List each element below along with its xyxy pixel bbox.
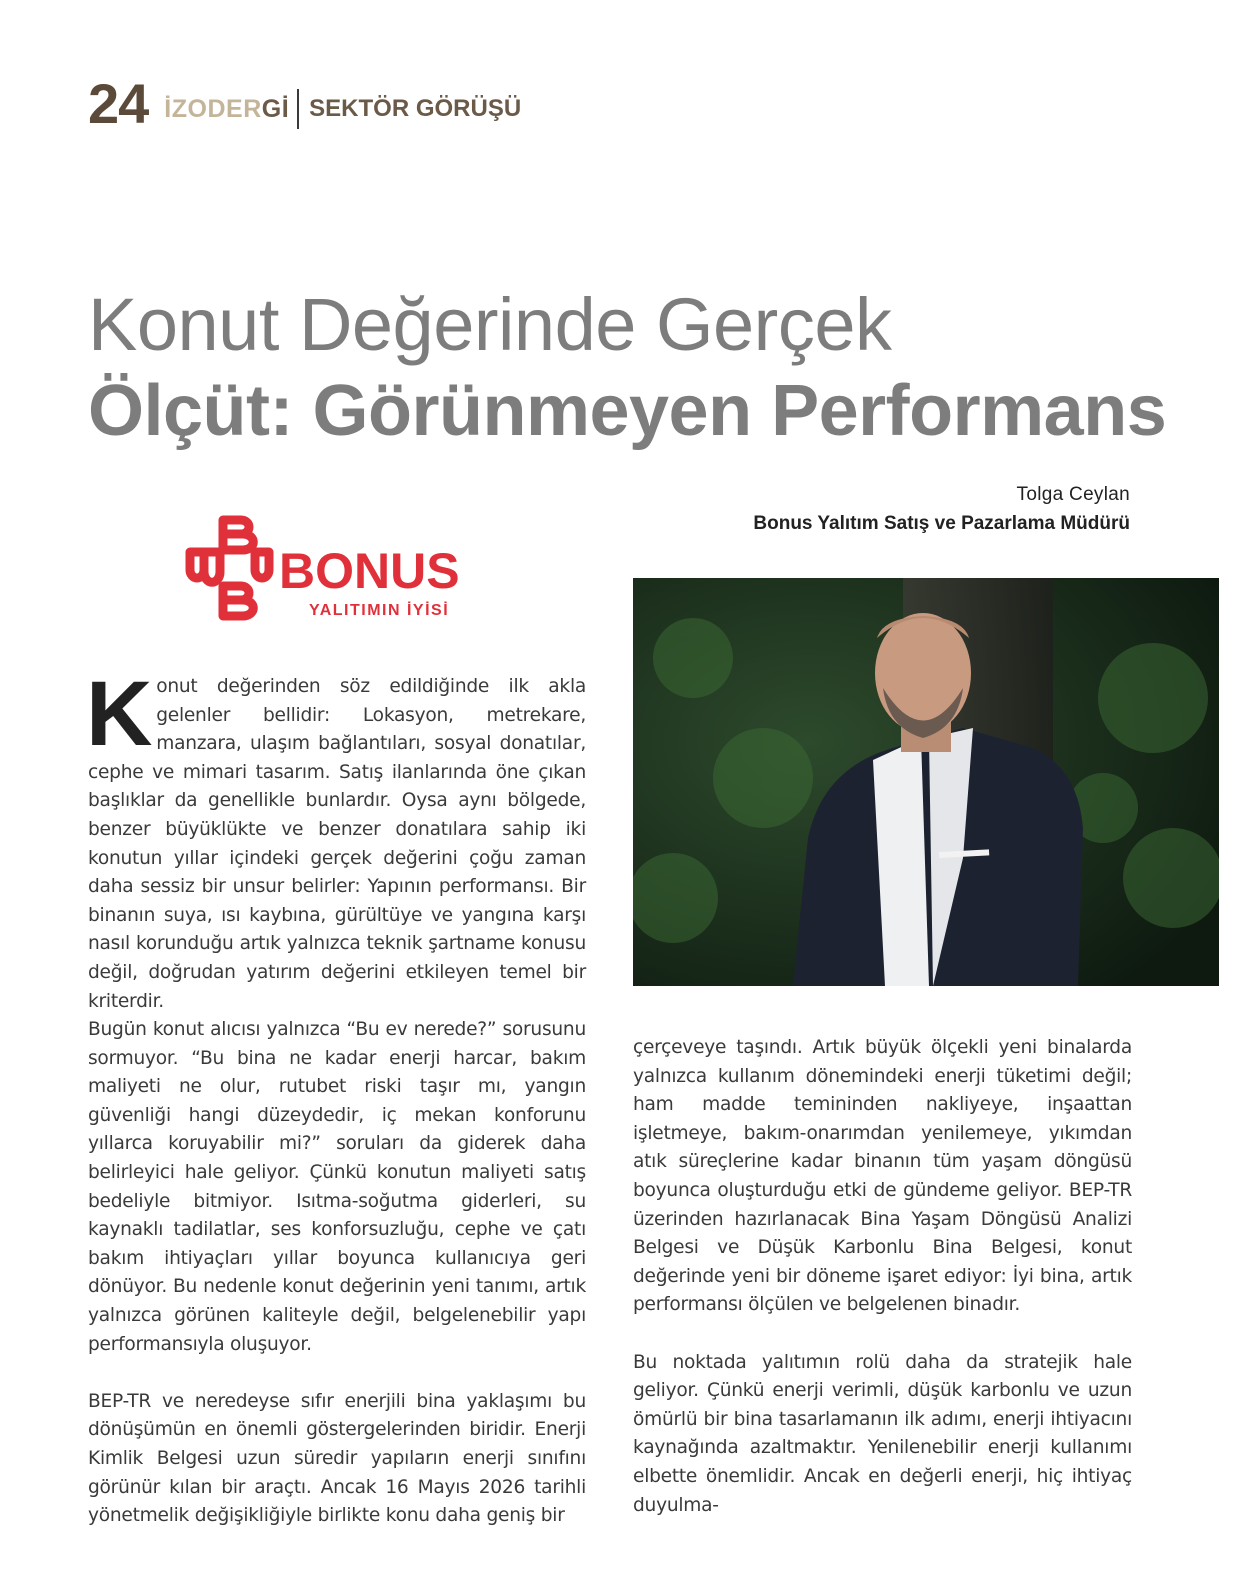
paragraph-1-text: onut değerinden söz edildiğinde ilk akla gelenler bellidir: Lokasyon, metrekare, manzara, ulaşım bağlantıları, sosyal donatılar, cephe ve mimari tasarım. Satış ilanlarında öne çıkan başlıklar da genellikle bunlardır. Oysa aynı bölgede, benzer büyüklükte ve benzer donatılara sahip iki konutun yıllar içindeki gerçek değerini çoğu zaman daha sessiz bir unsur belirler: Yapının performansı. Bir binanın suya, ısı kaybına, gürültüye ve yangına karşı nasıl korunduğu artık yalnızca teknik şartname konusu değil, doğrudan yatırım değerini etkileyen temel bir kriterdir. (88, 676, 586, 1012)
header-divider (297, 89, 299, 129)
drop-cap: K (86, 663, 153, 765)
article-paragraph-2: Bugün konut alıcısı yalnızca “Bu ev nerede?” sorusunu sormuyor. “Bu bina ne kadar enerji harcar, bakım maliyeti ne olur, rutubet riski taşır mı, yangın güvenliği hangi düzeydedir, iç mekan konforunu yıllarca koruyabilir mi?” soruları da giderek daha belirleyici hale geliyor. Çünkü konutun maliyeti satış bedeliyle bitmiyor. Isıtma-soğutma giderleri, su kaynaklı tadilatlar, ses konforsuzluğu, cephe ve çatı bakım ihtiyaçları yıllar boyunca kullanıcıya geri dönüyor. Bu nedenle konut değerinin yeni tanımı, artık yalnızca görünen kaliteyle değil, belgelenebilir yapı performansıyla oluşuyor. (88, 1019, 586, 1355)
brand-light-part: İZODER (164, 94, 262, 123)
article-paragraph (86, 663, 586, 1016)
page-header (88, 72, 522, 135)
section-label: SEKTÖR GÖRÜŞÜ (309, 95, 522, 122)
logo-wordmark: BONUS (279, 543, 460, 599)
title-line-1: Konut Değerinde Gerçek (88, 283, 892, 366)
article-title (88, 282, 1208, 454)
author-block (753, 480, 1130, 538)
author-role: Bonus Yalıtım Satış ve Pazarlama Müdürü (753, 513, 1130, 534)
bonus-logo-mark (185, 512, 485, 632)
author-name: Tolga Ceylan (1016, 484, 1130, 505)
article-column-left-top (86, 663, 586, 1045)
logo-tagline: YALITIMIN İYİSİ (309, 602, 450, 619)
title-line-2: Ölçüt: Görünmeyen Performans (88, 371, 1167, 451)
portrait-image (633, 578, 1219, 986)
page-number: 24 (88, 72, 149, 135)
article-paragraph-4: çerçeveye taşındı. Artık büyük ölçekli yeni binalarda yalnızca kullanım dönemindeki enerji tüketimi değil; ham madde temininden nakliyeye, inşaattan işletmeye, bakım-onarımdan yenilemeye, yıkımdan atık süreçlerine kadar binanın tüm yaşam döngüsü boyunca oluşturduğu etki de gündeme geliyor. BEP-TR üzerinden hazırlanacak Bina Yaşam Döngüsü Analizi Belgesi ve Düşük Karbonlu Bina Belgesi, konut değerinde yeni bir döneme işaret ediyor: İyi bina, artık performansı ölçülen ve belgelenen binadır. (633, 1037, 1132, 1316)
article-paragraph-5: Bu noktada yalıtımın rolü daha da stratejik hale geliyor. Çünkü enerji verimli, düşük karbonlu ve uzun ömürlü bir bina tasarlamanın ilk adımı, enerji ihtiyacını kaynağında azaltmaktır. Yenilenebilir enerji kullanımı elbette önemlidir. Ancak en değerli enerji, hiç ihtiyaç duyulma- (633, 1351, 1132, 1516)
article-column-left-bottom (88, 1016, 586, 1559)
article-column-right (633, 1034, 1132, 1549)
article-paragraph-3: BEP-TR ve neredeyse sıfır enerjili bina yaklaşımı bu dönüşümün en önemli göstergelerinden biridir. Enerji Kimlik Belgesi uzun süredir yapıların enerji sınıfını görünür kılan bir araçtı. Ancak 16 Mayıs 2026 tarihli yönetmelik değişikliğiyle birlikte konu daha geniş bir (88, 1390, 586, 1527)
author-photo (633, 578, 1219, 986)
magazine-brand (164, 95, 289, 124)
brand-dark-part: Gİ (261, 94, 290, 123)
bonus-logo (185, 512, 485, 632)
